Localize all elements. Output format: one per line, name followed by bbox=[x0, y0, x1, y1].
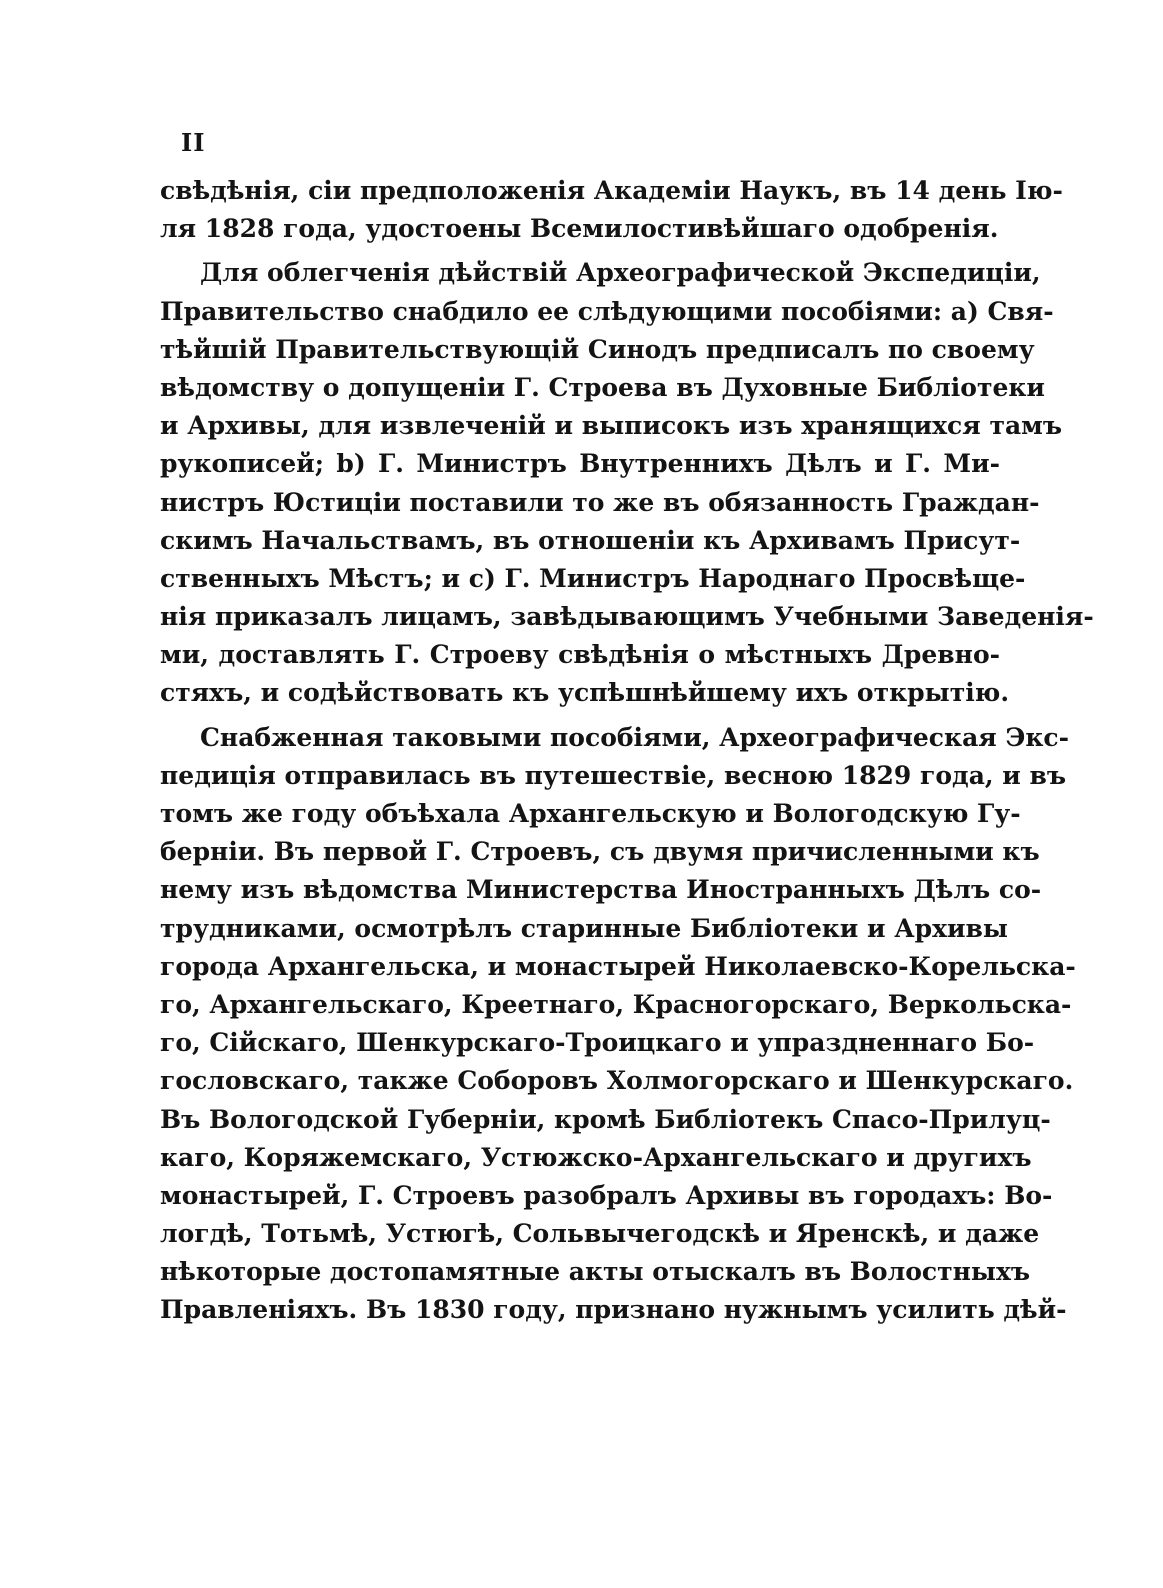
text-line: педиція отправилась въ путешествіе, весною 1829 года, и въ bbox=[160, 760, 1067, 790]
text-line: Для облегченія дѣйствій Археографической Экспедиціи, bbox=[200, 258, 1041, 288]
text-line: томъ же году объѣхала Архангельскую и Вологодскую Гу- bbox=[160, 799, 1021, 828]
text-line: нія приказалъ лицамъ, завѣдывающимъ Учебными Заведенія- bbox=[160, 602, 1094, 632]
text-line: го, Архангельскаго, Креетнаго, Красногорскаго, Веркольска- bbox=[160, 989, 1072, 1019]
text-line: ми, доставлять Г. Строеву свѣдѣнія о мѣстныхъ Древно- bbox=[160, 640, 1000, 670]
paragraph bbox=[160, 254, 1094, 712]
text-line: и Архивы, для извлеченій и выписокъ изъ хранящихся тамъ bbox=[160, 411, 1063, 441]
text-line: нему изъ вѣдомства Министерства Иностранныхъ Дѣлъ со- bbox=[160, 875, 1042, 905]
text-line: трудниками, осмотрѣлъ старинные Библіотеки и Архивы bbox=[160, 913, 1008, 943]
text-line: стяхъ, и содѣйствовать къ успѣшнѣйшему ихъ открытію. bbox=[160, 678, 1010, 708]
text-line: Правительство снабдило ее слѣдующими пособіями: а) Свя- bbox=[160, 296, 1054, 326]
text-line: города Архангельска, и монастырей Николаевско-Корельска- bbox=[160, 951, 1076, 981]
text-line: Правленіяхъ. Въ 1830 году, признано нужнымъ усилить дѣй- bbox=[160, 1295, 1067, 1325]
text-line: го, Сійскаго, Шенкурскаго-Троицкаго и упраздненнаго Бо- bbox=[160, 1028, 1035, 1058]
text-line: скимъ Начальствамъ, въ отношеніи къ Архивамъ Присут- bbox=[160, 525, 1021, 555]
text-line: тѣйшій Правительствующій Синодъ предписалъ по своему bbox=[160, 334, 1035, 364]
text-line: рукописей; b) Г. Министръ Внутреннихъ Дѣлъ и Г. Ми- bbox=[160, 449, 1000, 479]
text-line: логдѣ, Тотьмѣ, Устюгѣ, Сольвычегодскѣ и Яренскѣ, и даже bbox=[160, 1219, 1040, 1249]
text-line: вѣдомству о допущеніи Г. Строева въ Духовные Библіотеки bbox=[160, 372, 1045, 402]
text-line: Въ Вологодской Губерніи, кромѣ Библіотекъ Спасо-Прилуц- bbox=[160, 1104, 1051, 1134]
text-line: берніи. Въ первой Г. Строевъ, съ двумя причисленными къ bbox=[160, 837, 1040, 867]
text-line: гословскаго, также Соборовъ Холмогорскаго и Шенкурскаго. bbox=[160, 1066, 1074, 1096]
text-line: ственныхъ Мѣстъ; и с) Г. Министръ Народнаго Просвѣще- bbox=[160, 563, 1026, 593]
text-line: нѣкоторые достопамятные акты отыскалъ въ Волостныхъ bbox=[160, 1257, 1031, 1287]
paragraph bbox=[160, 172, 1063, 248]
paragraph bbox=[160, 719, 1076, 1330]
text-line: каго, Коряжемскаго, Устюжско-Архангельскаго и другихъ bbox=[160, 1142, 1032, 1172]
body-text bbox=[160, 172, 1094, 1330]
page-number: II bbox=[181, 128, 206, 157]
text-line: ля 1828 года, удостоены Всемилостивѣйшаго одобренія. bbox=[160, 214, 999, 244]
text-line: нистръ Юстиціи поставили то же въ обязанность Граждан- bbox=[160, 487, 1040, 517]
text-line: монастырей, Г. Строевъ разобралъ Архивы въ городахъ: Во- bbox=[160, 1180, 1053, 1210]
text-line: Снабженная таковыми пособіями, Археографическая Экс- bbox=[200, 722, 1069, 752]
text-line: свѣдѣнія, сіи предположенія Академіи Наукъ, въ 14 день Ію- bbox=[160, 176, 1063, 205]
